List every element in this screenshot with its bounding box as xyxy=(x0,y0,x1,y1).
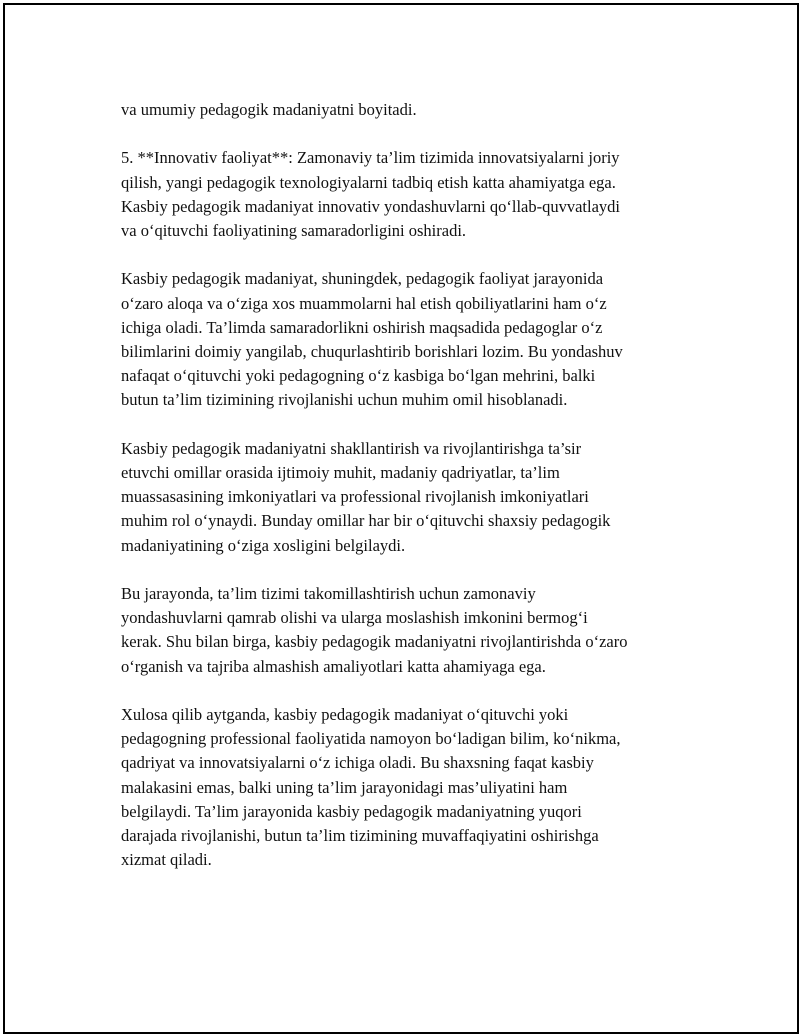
paragraph-continuation: va umumiy pedagogik madaniyatni boyitadi. xyxy=(121,100,417,119)
paragraph-omillar: Kasbiy pedagogik madaniyatni shakllantirish va rivojlantirishga ta’sir etuvchi omillar orasida ijtimoiy muhit, madaniy qadriyatlar, ta’lim muassasasining imkoniyatlari va professional rivojlanish imkoniyatlari muhim rol o‘ynaydi. Bunday omillar har bir o‘qituvchi shaxsiy pedagogik madaniyatining o‘ziga xosligini belgilaydi. xyxy=(121,438,611,555)
page-content xyxy=(121,98,701,897)
page-frame xyxy=(3,3,799,1034)
paragraph-kasbiy-madaniyat: Kasbiy pedagogik madaniyat, shuningdek, pedagogik faoliyat jarayonida o‘zaro aloqa va o‘ziga xos muammolarni hal etish qobiliyatlarini ham o‘z ichiga oladi. Ta’limda samaradorlikni oshirish maqsadida pedagoglar o‘z bilimlarini doimiy yangilab, chuqurlashtirib borishlari lozim. Bu yondashuv nafaqat o‘qituvchi yoki pedagogning o‘z kasbiga bo‘lgan mehrini, balki butun ta’lim tizimining rivojlanishi uchun muhim omil hisoblanadi. xyxy=(121,269,623,410)
paragraph-jarayon: Bu jarayonda, ta’lim tizimi takomillashtirish uchun zamonaviy yondashuvlarni qamrab olishi va ularga moslashish imkonini bermog‘i kerak. Shu bilan birga, kasbiy pedagogik madaniyatni rivojlantirishda o‘zaro o‘rganish va tajriba almashish amaliyotlari katta ahamiyaga ega. xyxy=(121,584,628,676)
paragraph-innovativ-faoliyat: 5. **Innovativ faoliyat**: Zamonaviy ta’lim tizimida innovatsiyalarni joriy qilish, yangi pedagogik texnologiyalarni tadbiq etish katta ahamiyatga ega. Kasbiy pedagogik madaniyat innovativ yondashuvlarni qo‘llab-quvvatlaydi va o‘qituvchi faoliyatining samaradorligini oshiradi. xyxy=(121,148,621,240)
paragraph-xulosa: Xulosa qilib aytganda, kasbiy pedagogik madaniyat o‘qituvchi yoki pedagogning professional faoliyatida namoyon bo‘ladigan bilim, ko‘nikma, qadriyat va innovatsiyalarni o‘z ichiga oladi. Bu shaxsning faqat kasbiy malakasini emas, balki uning ta’lim jarayonidagi mas’uliyatini ham belgilaydi. Ta’lim jarayonida kasbiy pedagogik madaniyatning yuqori darajada rivojlanishi, butun ta’lim tizimining muvaffaqiyatini oshirishga xizmat qiladi. xyxy=(121,705,621,870)
